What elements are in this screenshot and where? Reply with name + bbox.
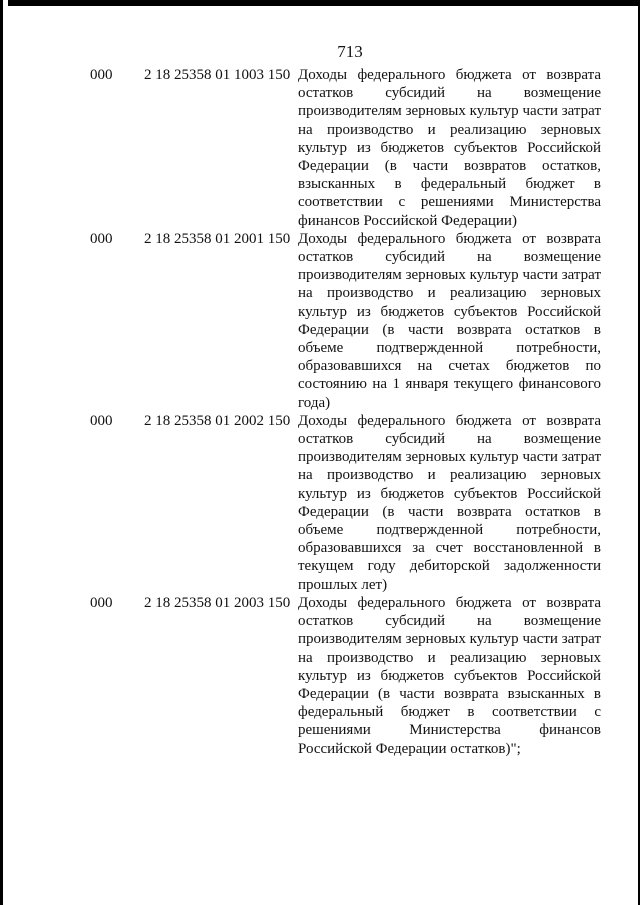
entry-description: Доходы федерального бюджета от возврата остатков субсидий на возмещение производителям зерновых культур части затрат на производство и реализацию зерновых культур из бюджетов субъектов Российской Федерации (в части возвратов остатков, взысканных в федеральный бюджет в соответствии с решениями Министерства финансов Российской Федерации) — [298, 67, 601, 229]
budget-classification-code: 2 18 25358 01 2001 150 — [144, 230, 291, 247]
list-item — [0, 412, 640, 594]
list-item — [0, 230, 640, 412]
administrator-code: 000 — [90, 412, 113, 429]
entry-description: Доходы федерального бюджета от возврата остатков субсидий на возмещение производителям зерновых культур части затрат на производство и реализацию зерновых культур из бюджетов субъектов Российской Федерации (в части возврата остатков в объеме подтвержденной потребности, образовавшихся на счетах бюджетов по состоянию на 1 января текущего финансового года) — [298, 230, 601, 411]
page-number: 713 — [337, 42, 363, 61]
administrator-code: 000 — [90, 230, 113, 247]
budget-classification-code: 2 18 25358 01 2002 150 — [144, 412, 291, 429]
budget-classification-code: 2 18 25358 01 2003 150 — [144, 594, 291, 611]
administrator-code: 000 — [90, 67, 113, 83]
budget-classification-code: 2 18 25358 01 1003 150 — [144, 67, 291, 83]
revenue-code-list — [0, 66, 640, 758]
list-item — [0, 66, 640, 230]
administrator-code: 000 — [90, 594, 113, 611]
entry-description: Доходы федерального бюджета от возврата остатков субсидий на возмещение производителям зерновых культур части затрат на производство и реализацию зерновых культур из бюджетов субъектов Российской Федерации (в части возврата остатков в объеме подтвержденной потребности, образовавшихся за счет восстановленной в текущем году дебиторской задолженности прошлых лет) — [298, 412, 601, 593]
entry-description: Доходы федерального бюджета от возврата остатков субсидий на возмещение производителям зерновых культур части затрат на производство и реализацию зерновых культур из бюджетов субъектов Российской Федерации (в части возврата взысканных в федеральный бюджет в соответствии с решениями Министерства финансов Российской Федерации остатков)"; — [298, 594, 601, 757]
list-item — [0, 594, 640, 758]
scan-border-top — [8, 0, 640, 6]
